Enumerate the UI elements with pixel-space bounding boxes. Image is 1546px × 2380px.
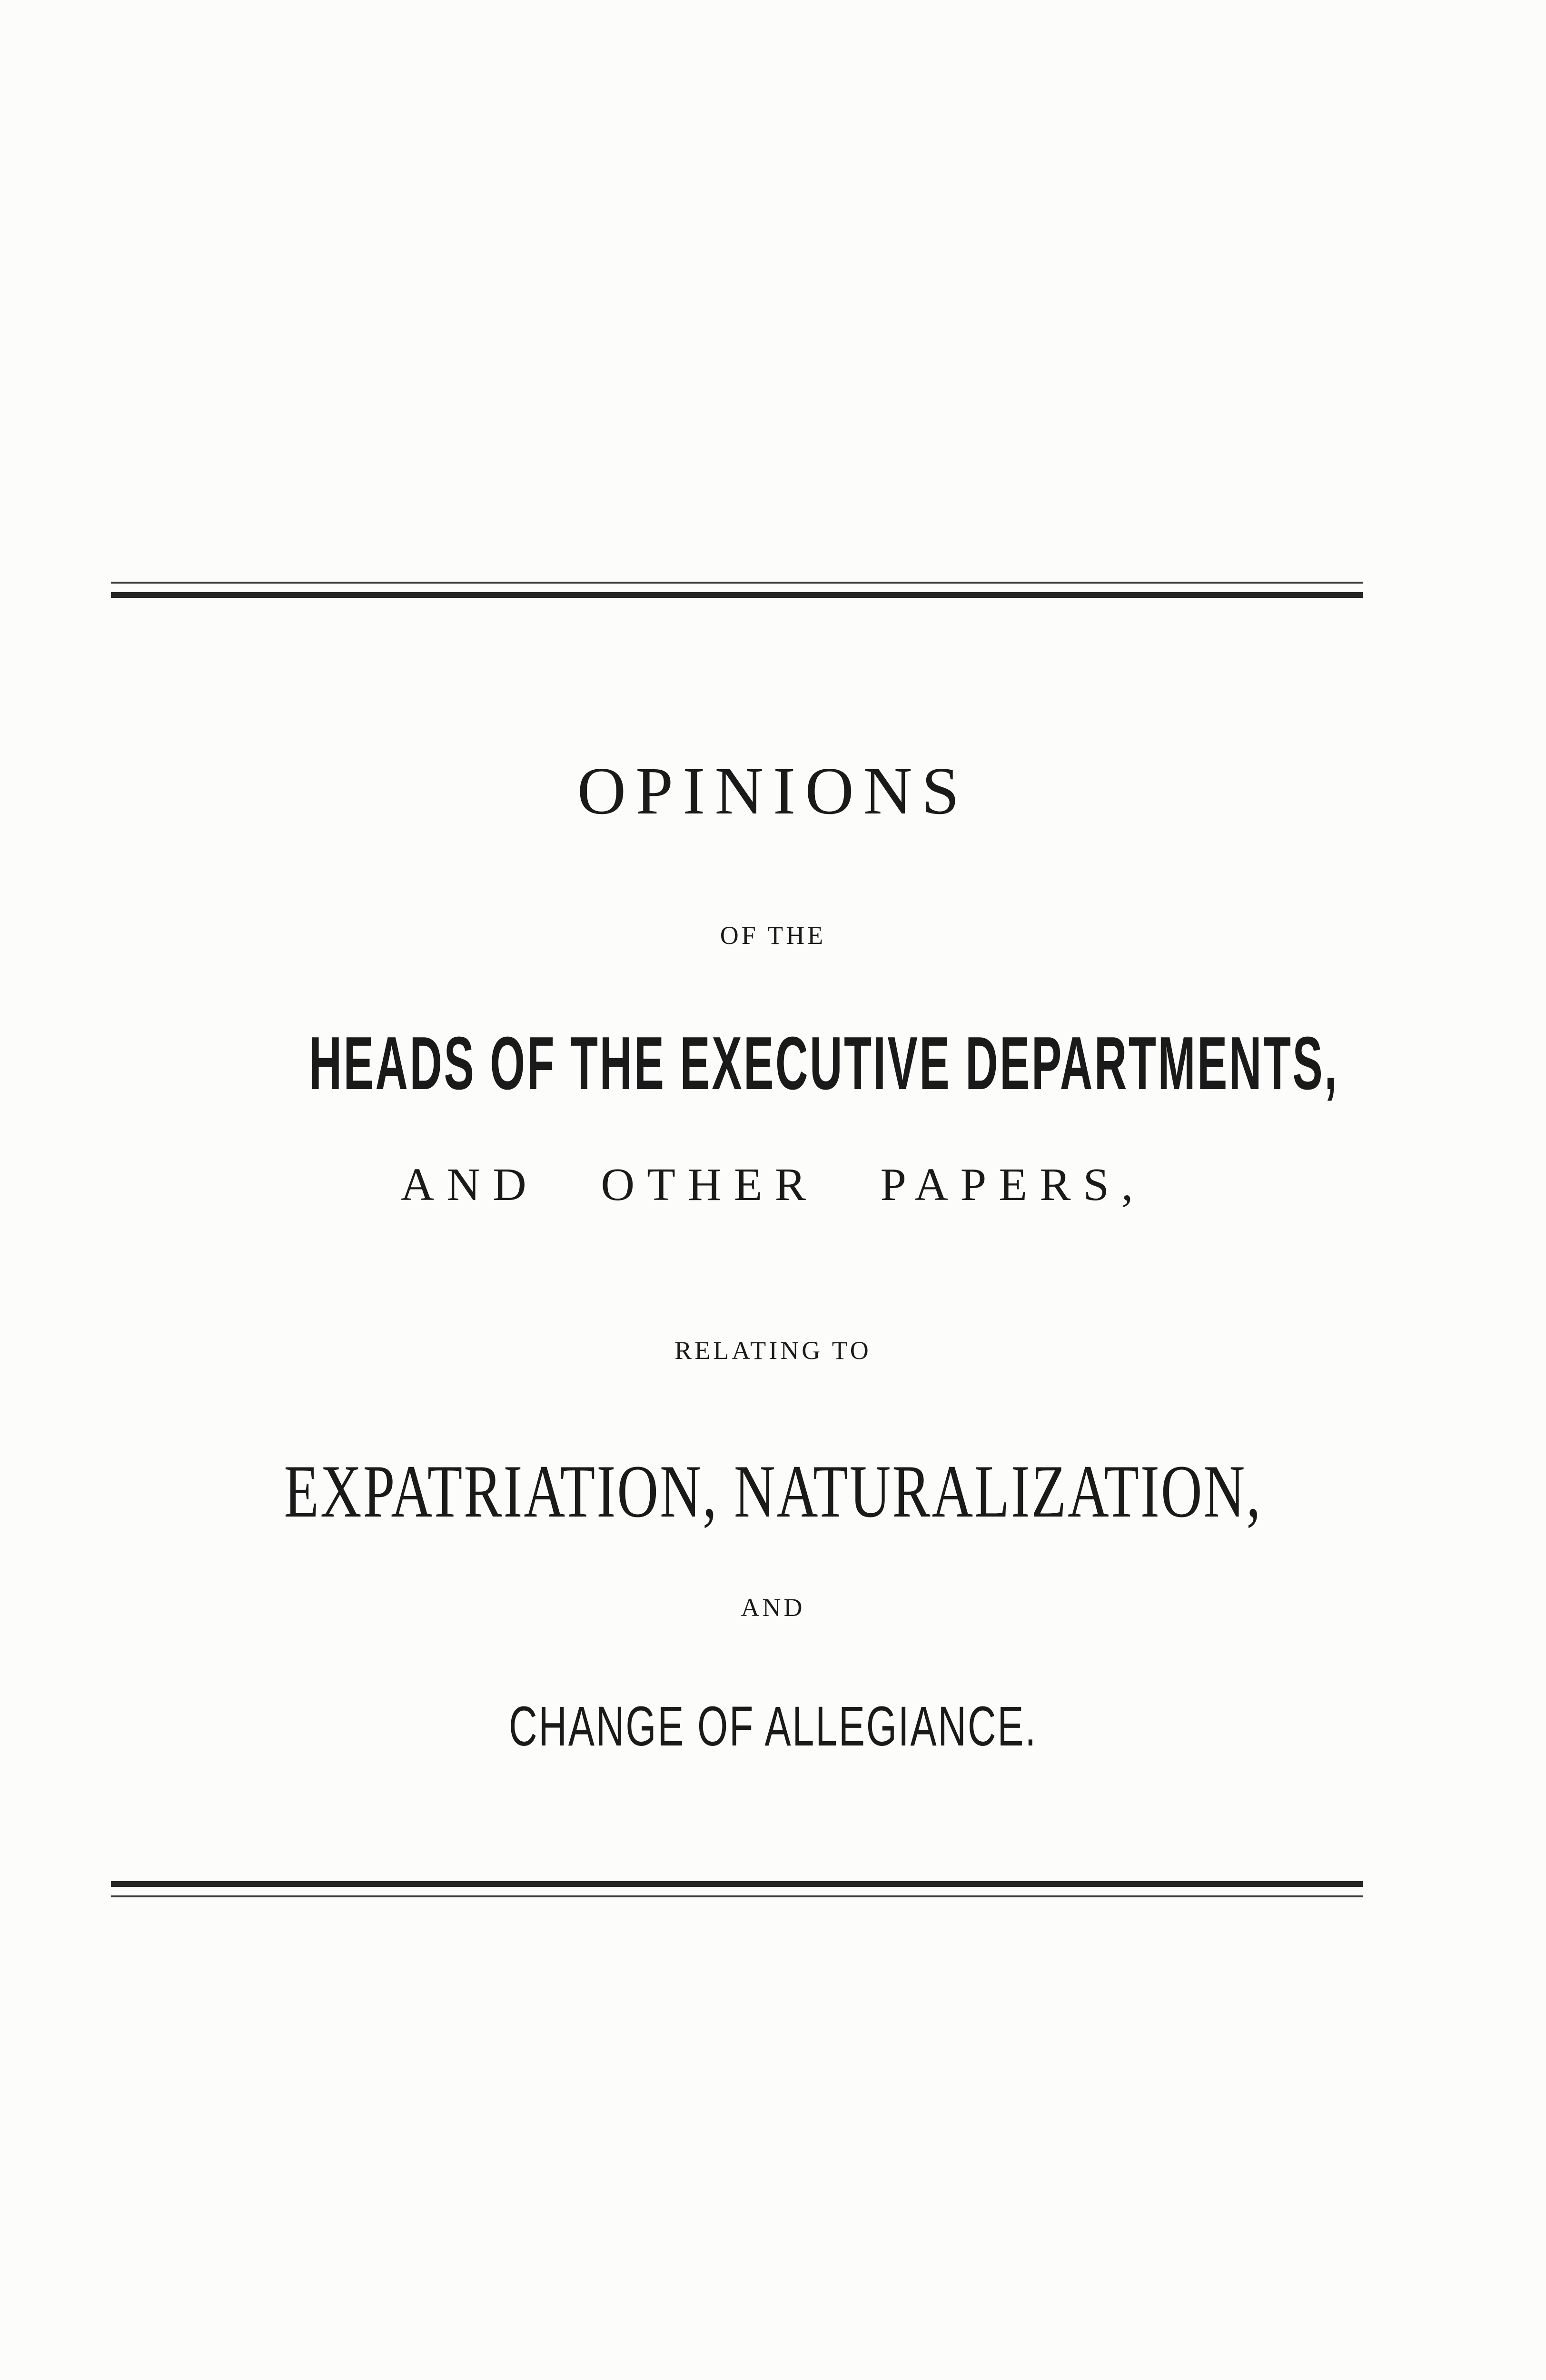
bottom-rule-thick-line bbox=[111, 1881, 1363, 1887]
bottom-rule-thin-line bbox=[111, 1895, 1363, 1897]
title-heads-of-executive-departments: HEADS OF THE EXECUTIVE DEPARTMENTS, bbox=[309, 1021, 1339, 1105]
title-and-other-papers: AND OTHER PAPERS, bbox=[400, 1159, 1146, 1210]
top-rule-thick-line bbox=[111, 592, 1363, 598]
title-expatriation-naturalization: EXPATRIATION, NATURALIZATION, bbox=[284, 1450, 1262, 1533]
title-of-the: OF THE bbox=[720, 921, 826, 950]
title-change-of-allegiance: CHANGE OF ALLEGIANCE. bbox=[509, 1695, 1037, 1758]
title-and: AND bbox=[741, 1593, 805, 1622]
top-rule-thin-line bbox=[111, 582, 1363, 584]
title-opinions: OPINIONS bbox=[577, 753, 969, 828]
top-double-rule bbox=[111, 582, 1363, 598]
title-relating-to: RELATING TO bbox=[674, 1336, 872, 1365]
bottom-double-rule bbox=[111, 1881, 1363, 1897]
